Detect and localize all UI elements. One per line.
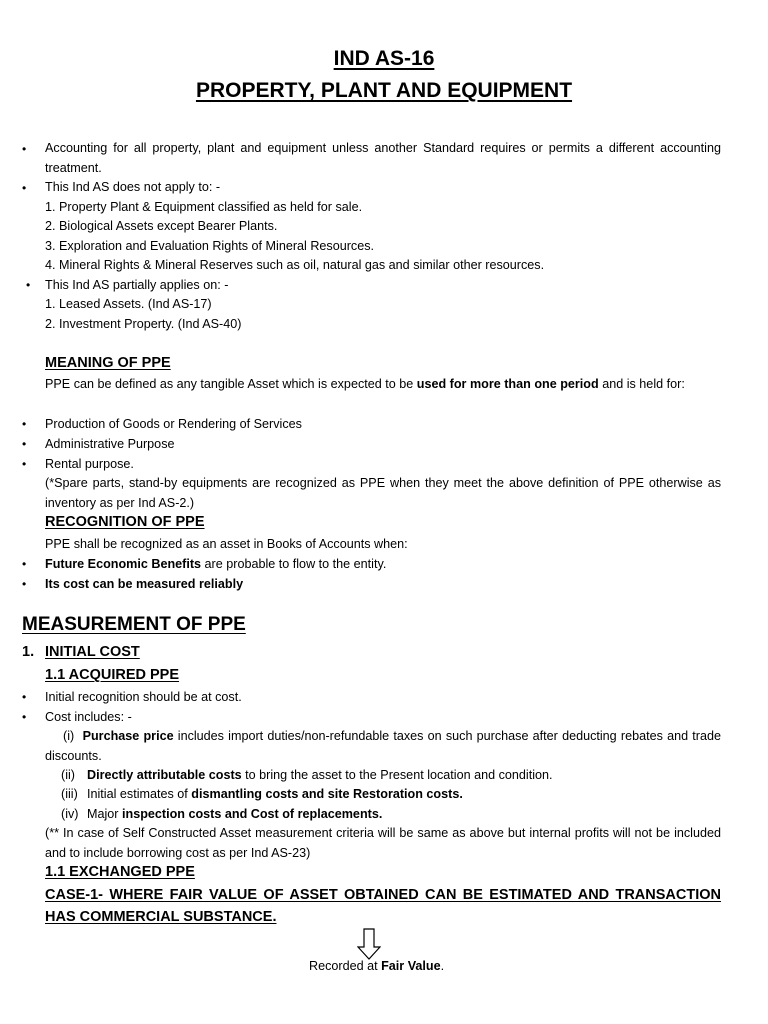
measurement-heading: MEASUREMENT OF PPE — [22, 614, 246, 635]
cost-item-i: (i) Purchase price includes import duties/non-refundable taxes on such purchase after deducting rebates and trade discounts. — [45, 729, 721, 763]
meaning-bullet: Administrative Purpose — [45, 437, 175, 451]
document-subtitle: PROPERTY, PLANT AND EQUIPMENT — [195, 79, 573, 102]
initial-cost-heading: INITIAL COST — [45, 644, 140, 660]
meaning-bullet: Production of Goods or Rendering of Services — [45, 417, 302, 431]
document-title: IND AS-16 — [333, 47, 435, 70]
not-apply-item: 1. Property Plant & Equipment classified as held for sale. — [45, 200, 363, 214]
bullet-icon: • — [22, 437, 27, 451]
bullet-icon: • — [22, 457, 27, 471]
cost-item-iii-number: (iii) — [61, 787, 78, 801]
intro-bullet-2: This Ind AS does not apply to: - — [45, 180, 221, 194]
self-constructed-note: (** In case of Self Constructed Asset measurement criteria will be same as above but internal profits will not be included and to include borrowing cost as per Ind AS-23) — [45, 826, 721, 860]
case-1-heading: CASE-1- WHERE FAIR VALUE OF ASSET OBTAINED CAN BE ESTIMATED AND TRANSACTION HAS COMMERCIAL SUBSTANCE. — [45, 887, 721, 925]
meaning-bullet: Rental purpose. — [45, 457, 134, 471]
intro-bullet-3: This Ind AS partially applies on: - — [45, 278, 229, 292]
meaning-heading: MEANING OF PPE — [45, 355, 171, 371]
bullet-icon: • — [22, 710, 27, 724]
recognition-heading: RECOGNITION OF PPE — [45, 514, 205, 530]
bullet-icon: • — [22, 417, 27, 431]
bullet-icon: • — [22, 142, 27, 156]
not-apply-item: 3. Exploration and Evaluation Rights of Mineral Resources. — [45, 239, 375, 253]
recognition-text: PPE shall be recognized as an asset in Books of Accounts when: — [45, 537, 408, 551]
cost-item-iv: Major inspection costs and Cost of replacements. — [87, 807, 383, 821]
bullet-icon: • — [22, 181, 27, 195]
exchanged-ppe-heading: 1.1 EXCHANGED PPE — [45, 864, 195, 880]
meaning-note: (*Spare parts, stand-by equipments are recognized as PPE when they meet the above definition of PPE otherwise as inventory as per Ind AS-2.) — [45, 476, 721, 510]
down-arrow-icon — [357, 928, 381, 960]
recognition-bullet-2: Its cost can be measured reliably — [45, 577, 244, 591]
acquired-ppe-heading: 1.1 ACQUIRED PPE — [45, 667, 180, 683]
cost-item-ii-number: (ii) — [61, 768, 75, 782]
bullet-icon: • — [26, 278, 31, 292]
measurement-bullet-2: Cost includes: - — [45, 710, 132, 724]
cost-item-iii: Initial estimates of dismantling costs and site Restoration costs. — [87, 787, 463, 801]
not-apply-item: 4. Mineral Rights & Mineral Reserves such as oil, natural gas and similar other resources. — [45, 258, 545, 272]
partial-item: 1. Leased Assets. (Ind AS-17) — [45, 297, 212, 311]
meaning-text: PPE can be defined as any tangible Asset which is expected to be used for more than one period and is held for: — [45, 377, 685, 391]
not-apply-item: 2. Biological Assets except Bearer Plants. — [45, 219, 278, 233]
partial-item: 2. Investment Property. (Ind AS-40) — [45, 317, 242, 331]
initial-cost-number: 1. — [22, 644, 35, 660]
measurement-bullet-1: Initial recognition should be at cost. — [45, 690, 242, 704]
cost-item-ii: Directly attributable costs to bring the asset to the Present location and condition. — [87, 768, 553, 782]
cost-item-iv-number: (iv) — [61, 807, 79, 821]
bullet-icon: • — [22, 557, 27, 571]
intro-bullet-1: Accounting for all property, plant and equipment unless another Standard requires or permits a different accounting treatment. — [45, 141, 721, 175]
recorded-at-fair-value: Recorded at Fair Value. — [309, 959, 445, 973]
recognition-bullet-1: Future Economic Benefits are probable to flow to the entity. — [45, 557, 387, 571]
bullet-icon: • — [22, 690, 27, 704]
bullet-icon: • — [22, 577, 27, 591]
